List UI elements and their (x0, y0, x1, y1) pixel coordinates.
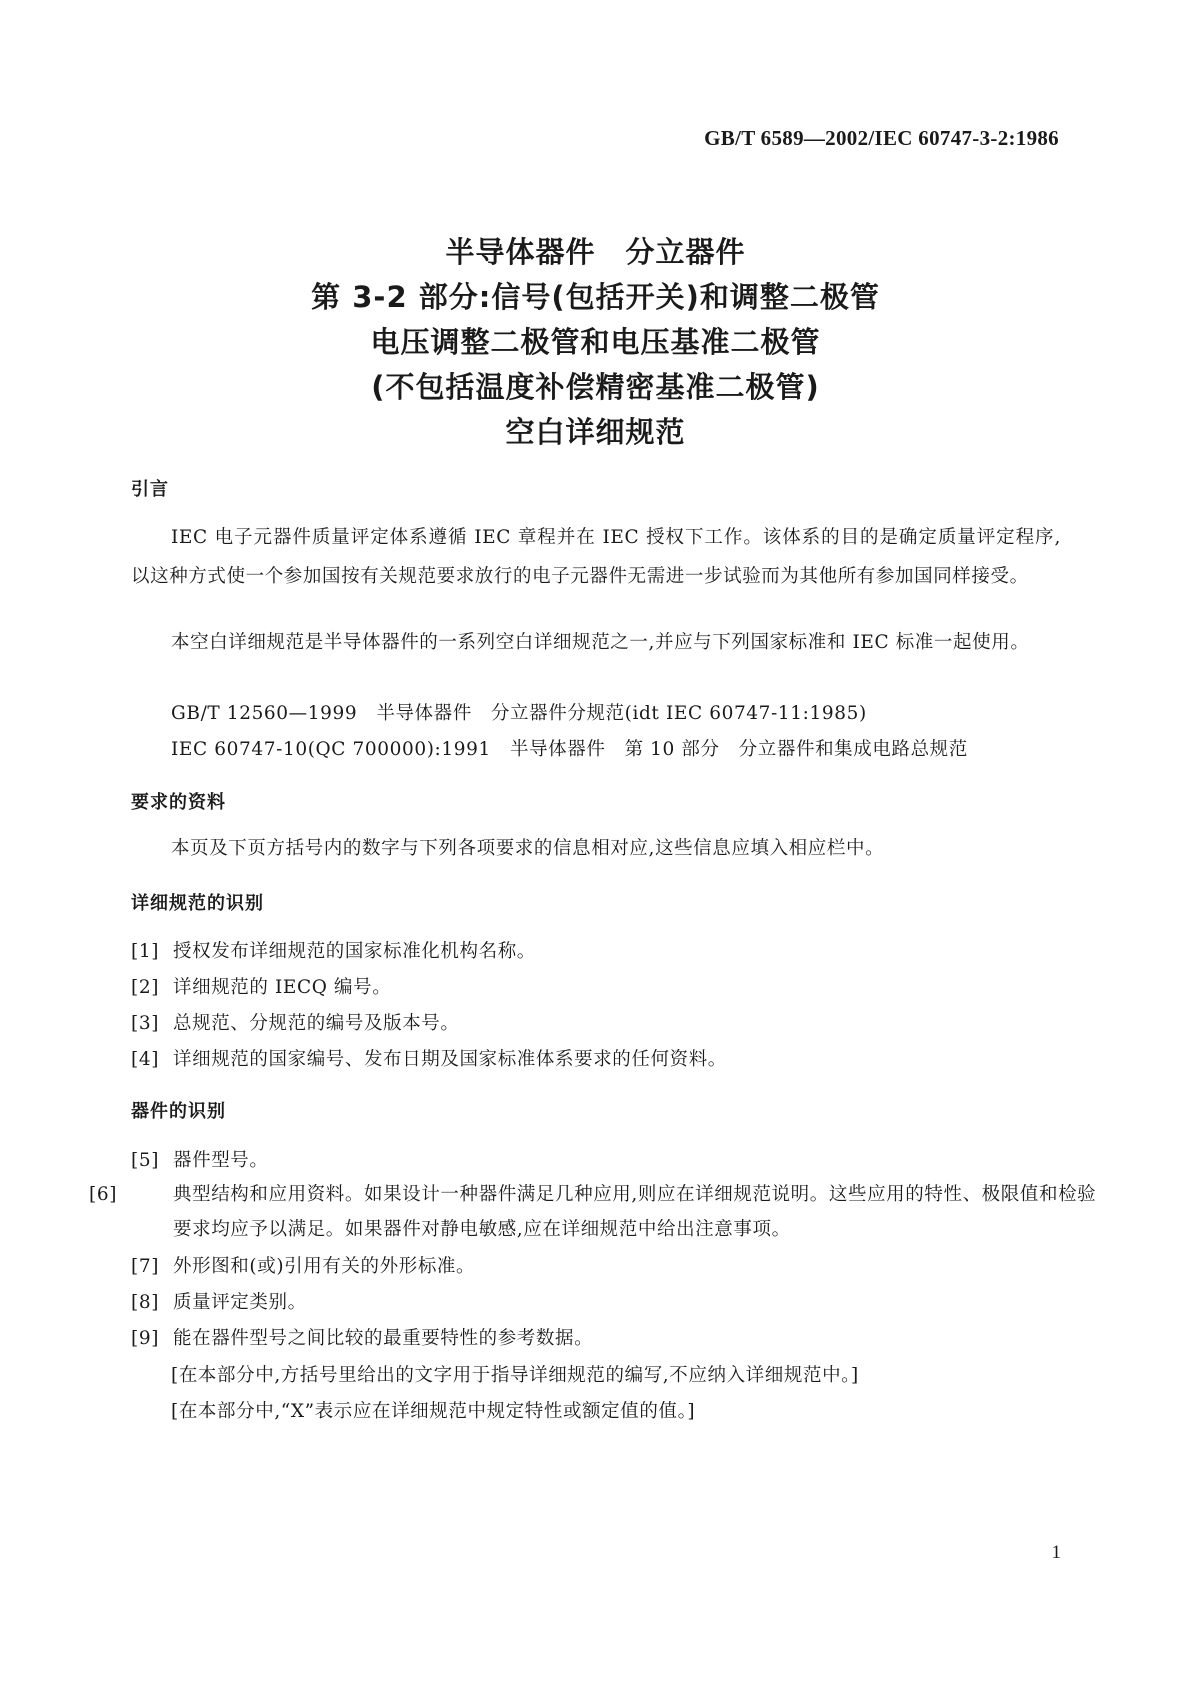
item-number: [2] (131, 977, 160, 998)
title-line: 半导体器件 分立器件 (445, 235, 746, 269)
list-item (89, 1177, 1103, 1247)
title-line: 电压调整二极管和电压基准二极管 (370, 325, 821, 359)
item-number: [5] (131, 1150, 160, 1171)
item-number: [7] (131, 1256, 160, 1277)
item-text: 详细规范的国家编号、发布日期及国家标准体系要求的任何资料。 (173, 1049, 727, 1070)
item-text: 详细规范的 IECQ 编号。 (173, 977, 392, 998)
list-item (131, 1247, 1061, 1286)
item-number: [4] (131, 1049, 160, 1070)
item-text: 总规范、分规范的编号及版本号。 (173, 1013, 460, 1034)
standard-code: GB/T 6589—2002/IEC 60747-3-2:1986 (704, 126, 1059, 150)
reference-line: IEC 60747-10(QC 700000):1991 半导体器件 第 10 部分 分立器件和集成电路总规范 (171, 739, 968, 760)
item-text: 能在器件型号之间比较的最重要特性的参考数据。 (173, 1328, 594, 1349)
list-item (131, 932, 1061, 971)
reference-line: GB/T 12560—1999 半导体器件 分立器件分规范(idt IEC 60747-11:1985) (171, 703, 867, 724)
section-heading-spec-identification: 详细规范的识别 (131, 893, 264, 914)
note-line: [在本部分中,“X”表示应在详细规范中规定特性或额定值的值。] (171, 1401, 696, 1422)
list-item (131, 1004, 1061, 1043)
intro-paragraph-1: IEC 电子元器件质量评定体系遵循 IEC 章程并在 IEC 授权下工作。该体系的目的是确定质量评定程序,以这种方式使一个参加国按有关规范要求放行的电子元器件无需进一步试验而为其他所有参加国同样接受。 (131, 527, 1061, 587)
section-heading-device-identification: 器件的识别 (131, 1101, 226, 1122)
required-info-paragraph: 本页及下页方括号内的数字与下列各项要求的信息相对应,这些信息应填入相应栏中。 (171, 838, 885, 859)
list-item (131, 1040, 1061, 1079)
note-line: [在本部分中,方括号里给出的文字用于指导详细规范的编写,不应纳入详细规范中。] (171, 1365, 859, 1386)
item-number: [6] (89, 1184, 118, 1205)
item-number: [3] (131, 1013, 160, 1034)
item-number: [9] (131, 1328, 160, 1349)
item-number: [1] (131, 941, 160, 962)
section-heading-intro: 引言 (131, 479, 169, 500)
item-text: 器件型号。 (173, 1150, 269, 1171)
title-line: 第 3-2 部分:信号(包括开关)和调整二极管 (311, 280, 880, 314)
list-item (131, 1319, 1061, 1358)
title-line: 空白详细规范 (505, 415, 686, 449)
item-text: 质量评定类别。 (173, 1292, 307, 1313)
item-number: [8] (131, 1292, 160, 1313)
document-title (0, 230, 1191, 455)
page-number: 1 (1051, 1542, 1061, 1563)
title-line: (不包括温度补偿精密基准二极管) (371, 370, 820, 404)
item-text: 典型结构和应用资料。如果设计一种器件满足几种应用,则应在详细规范说明。这些应用的特性、极限值和检验要求均应予以满足。如果器件对静电敏感,应在详细规范中给出注意事项。 (173, 1184, 1097, 1240)
section-heading-required-info: 要求的资料 (131, 792, 226, 813)
item-text: 外形图和(或)引用有关的外形标准。 (173, 1256, 476, 1277)
list-item (131, 1283, 1061, 1322)
list-item (131, 1141, 1061, 1180)
item-text: 授权发布详细规范的国家标准化机构名称。 (173, 941, 536, 962)
list-item (131, 968, 1061, 1007)
intro-paragraph-2: 本空白详细规范是半导体器件的一系列空白详细规范之一,并应与下列国家标准和 IEC 标准一起使用。 (171, 632, 1030, 653)
